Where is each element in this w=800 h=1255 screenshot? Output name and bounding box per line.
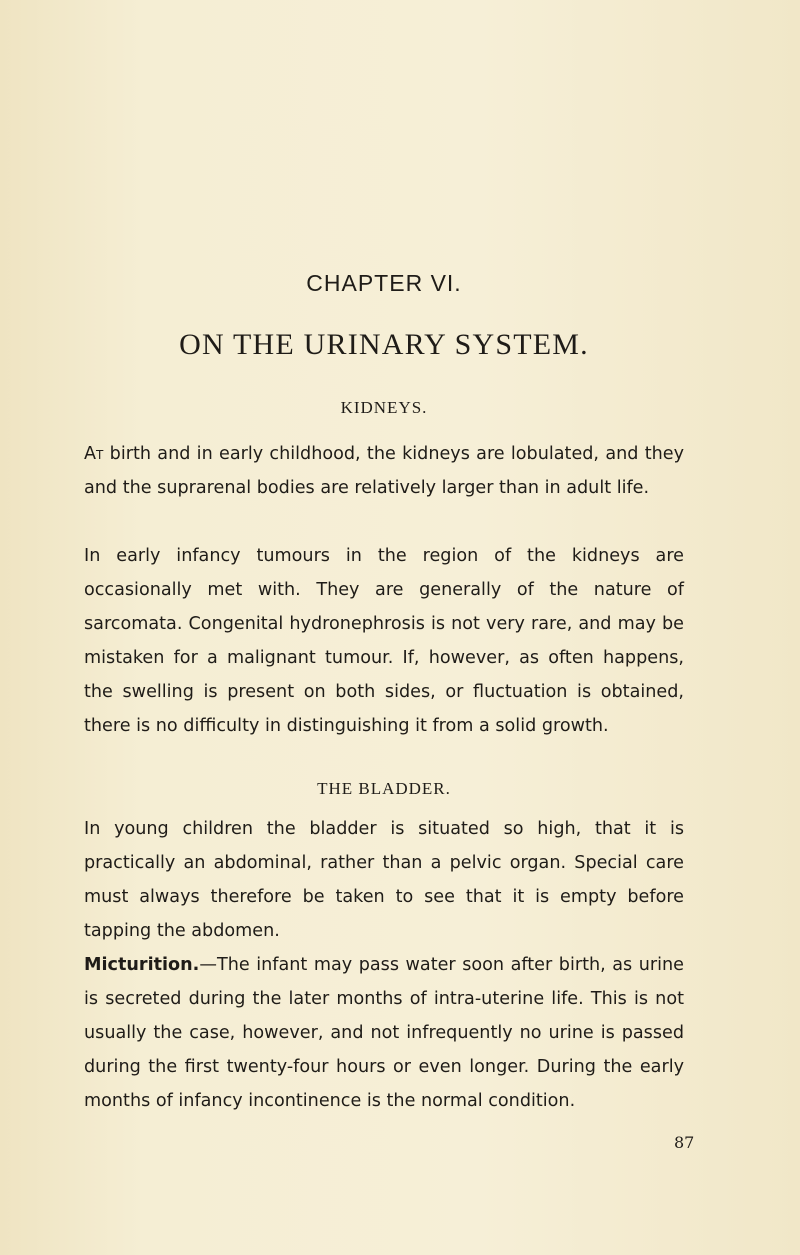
chapter-heading: CHAPTER VI. xyxy=(306,270,462,296)
paragraph-text: —The infant may pass water soon after birth, as urine is secreted during the later months of intra-uterine life. This is not usually the case, however, and not infrequently no urine is passed during the first twenty-four hours or even longer. During the early months of infancy incontinence is the normal condition. xyxy=(84,955,684,1111)
chapter-title: ON THE URINARY SYSTEM. xyxy=(179,328,589,361)
section-heading-bladder: THE BLADDER. xyxy=(317,779,451,798)
paragraph-kidneys-1 xyxy=(84,437,684,505)
section-heading-kidneys: KIDNEYS. xyxy=(340,398,428,417)
paragraph-lead-word: At xyxy=(84,444,104,464)
paragraph-text: In young children the bladder is situated so high, that it is practically an abdominal, rather than a pelvic organ. Special care must always therefore be taken to see that it is empty before tapping the abdomen. xyxy=(84,819,684,941)
book-page xyxy=(84,0,695,1255)
paragraph-text: In early infancy tumours in the region of the kidneys are occasionally met with. They are generally of the nature of sarcomata. Congenital hydronephrosis is not very rare, and may be mistaken for a malignant tumour. If, however, as often happens, the swelling is present on both sides, or fluctuation is obtained, there is no difficulty in distinguishing it from a solid growth. xyxy=(84,546,684,736)
page-number: 87 xyxy=(674,1133,695,1152)
paragraph-micturition xyxy=(84,948,684,1118)
run-in-heading: Micturition. xyxy=(84,955,200,975)
paragraph-text: birth and in early childhood, the kidneys are lobulated, and they and the suprarenal bodies are relatively larger than in adult life. xyxy=(84,444,684,498)
paragraph-bladder-1 xyxy=(84,812,684,948)
paragraph-kidneys-2 xyxy=(84,539,684,743)
